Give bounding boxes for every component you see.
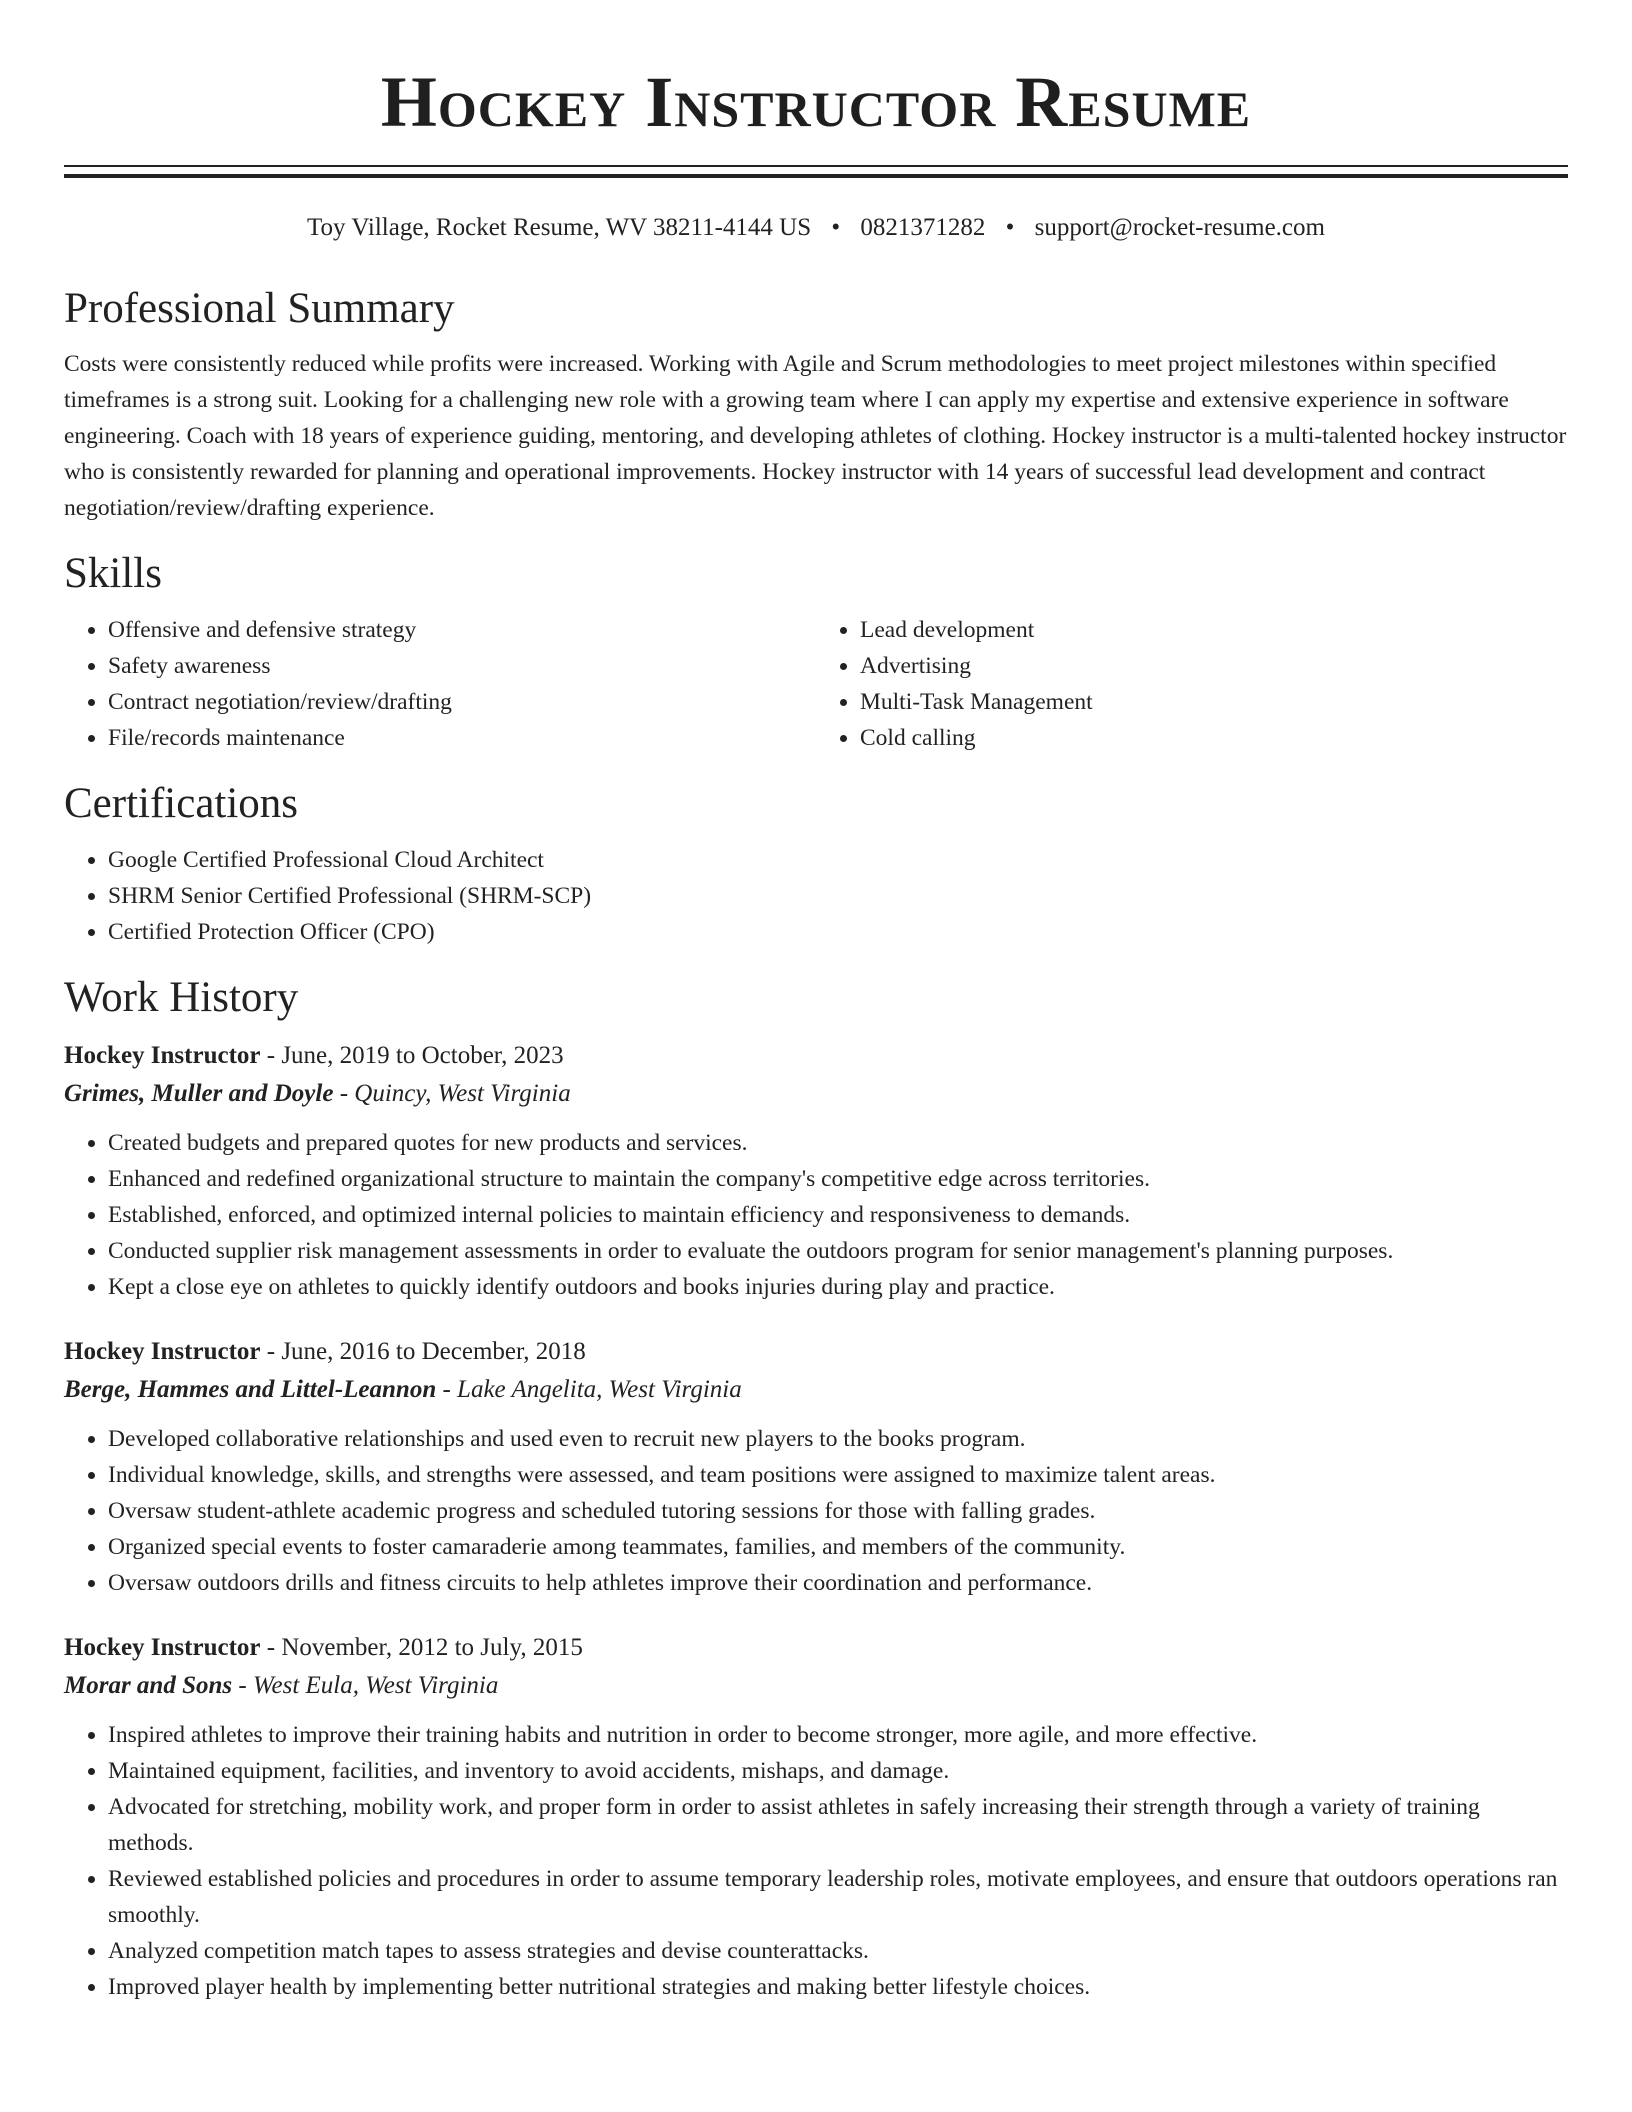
job-company-line [64, 1075, 1568, 1113]
job-duty: • Analyzed competition match tapes to assess strategies and devise counterattacks. [108, 1933, 1568, 1969]
contact-email: support@rocket-resume.com [1034, 214, 1325, 241]
job-title-line [64, 1629, 1568, 1667]
skills-heading: Skills [64, 550, 162, 597]
job-duty: • Oversaw student-athlete academic progress and scheduled tutoring sessions for those with falling grades. [108, 1493, 1568, 1529]
job-duty: • Established, enforced, and optimized internal policies to maintain efficiency and responsiveness to demands. [108, 1197, 1568, 1233]
job-duty: • Oversaw outdoors drills and fitness circuits to help athletes improve their coordination and performance. [108, 1565, 1568, 1601]
job-duties-list [64, 1125, 1568, 1305]
summary-heading: Professional Summary [64, 285, 455, 332]
certification-item: • Certified Protection Officer (CPO) [108, 914, 1568, 950]
skill-item: • Offensive and defensive strategy [108, 612, 816, 648]
skills-list [64, 612, 1568, 756]
job-dates: - June, 2016 to December, 2018 [260, 1338, 586, 1365]
job-entry [64, 1037, 1568, 1305]
contact-address: Toy Village, Rocket Resume, WV 38211-4144 US [307, 214, 812, 241]
job-entry [64, 1333, 1568, 1601]
job-entry [64, 1629, 1568, 2005]
job-dates: - June, 2019 to October, 2023 [260, 1042, 564, 1069]
skills-column-right [816, 612, 1568, 756]
job-duty: • Conducted supplier risk management assessments in order to evaluate the outdoors program for senior management's planning purposes. [108, 1233, 1568, 1269]
skill-item: • Lead development [860, 612, 1568, 648]
skills-column-left [64, 612, 816, 756]
job-duty: • Reviewed established policies and procedures in order to assume temporary leadership roles, motivate employees, and ensure that outdoors operations ran smoothly. [108, 1861, 1568, 1933]
job-duty: • Advocated for stretching, mobility work, and proper form in order to assist athletes in safely increasing their strength through a variety of training methods. [108, 1789, 1568, 1861]
job-location: - Lake Angelita, West Virginia [436, 1376, 742, 1403]
job-duty: • Maintained equipment, facilities, and inventory to avoid accidents, mishaps, and damage. [108, 1753, 1568, 1789]
job-company-line [64, 1371, 1568, 1409]
skill-item: • Multi-Task Management [860, 684, 1568, 720]
contact-separator: • [831, 214, 841, 241]
job-company: Grimes, Muller and Doyle [64, 1080, 334, 1107]
certifications-heading: Certifications [64, 780, 299, 827]
job-duty: • Organized special events to foster camaraderie among teammates, families, and members of the community. [108, 1529, 1568, 1565]
summary-text: Costs were consistently reduced while profits were increased. Working with Agile and Scrum methodologies to meet project milestones within specified timeframes is a strong suit. Looking for a challenging new role with a growing team where I can apply my expertise and extensive experience in software engineering. Coach with 18 years of experience guiding, mentoring, and developing athletes of clothing. Hockey instructor is a multi-talented hockey instructor who is consistently rewarded for planning and operational improvements. Hockey instructor with 14 years of successful lead development and contract negotiation/review/drafting experience. [64, 351, 1567, 521]
skill-item: • File/records maintenance [108, 720, 816, 756]
job-duties-list [64, 1717, 1568, 2005]
job-location: - West Eula, West Virginia [232, 1672, 499, 1699]
contact-separator: • [1005, 214, 1015, 241]
title-divider-thick [64, 174, 1568, 178]
certification-item: • SHRM Senior Certified Professional (SHRM-SCP) [108, 878, 1568, 914]
job-duty: • Enhanced and redefined organizational structure to maintain the company's competitive edge across territories. [108, 1161, 1568, 1197]
skill-item: • Advertising [860, 648, 1568, 684]
job-duties-list [64, 1421, 1568, 1601]
job-duty: • Individual knowledge, skills, and strengths were assessed, and team positions were assigned to maximize talent areas. [108, 1457, 1568, 1493]
job-title-line [64, 1037, 1568, 1075]
title-divider-thin [64, 165, 1568, 167]
skill-item: • Cold calling [860, 720, 1568, 756]
certification-item: • Google Certified Professional Cloud Architect [108, 842, 1568, 878]
contact-phone: 0821371282 [860, 214, 986, 241]
job-company: Morar and Sons [64, 1672, 233, 1699]
skill-item: • Contract negotiation/review/drafting [108, 684, 816, 720]
job-duty: • Developed collaborative relationships and used even to recruit new players to the books program. [108, 1421, 1568, 1457]
job-duty: • Kept a close eye on athletes to quickly identify outdoors and books injuries during play and practice. [108, 1269, 1568, 1305]
job-location: - Quincy, West Virginia [333, 1080, 571, 1107]
skill-item: • Safety awareness [108, 648, 816, 684]
job-company-line [64, 1667, 1568, 1705]
job-duty: • Improved player health by implementing better nutritional strategies and making better lifestyle choices. [108, 1969, 1568, 2005]
job-title: Hockey Instructor [64, 1634, 261, 1661]
contact-line [64, 213, 1568, 243]
job-dates: - November, 2012 to July, 2015 [260, 1634, 583, 1661]
job-duty: • Inspired athletes to improve their training habits and nutrition in order to become stronger, more agile, and more effective. [108, 1717, 1568, 1753]
job-title: Hockey Instructor [64, 1338, 261, 1365]
certifications-list [64, 842, 1568, 950]
resume-title: Hockey Instructor Resume [380, 62, 1252, 142]
job-duty: • Created budgets and prepared quotes for new products and services. [108, 1125, 1568, 1161]
job-company: Berge, Hammes and Littel-Leannon [64, 1376, 437, 1403]
job-title: Hockey Instructor [64, 1042, 261, 1069]
job-title-line [64, 1333, 1568, 1371]
work-history-heading: Work History [64, 974, 299, 1021]
